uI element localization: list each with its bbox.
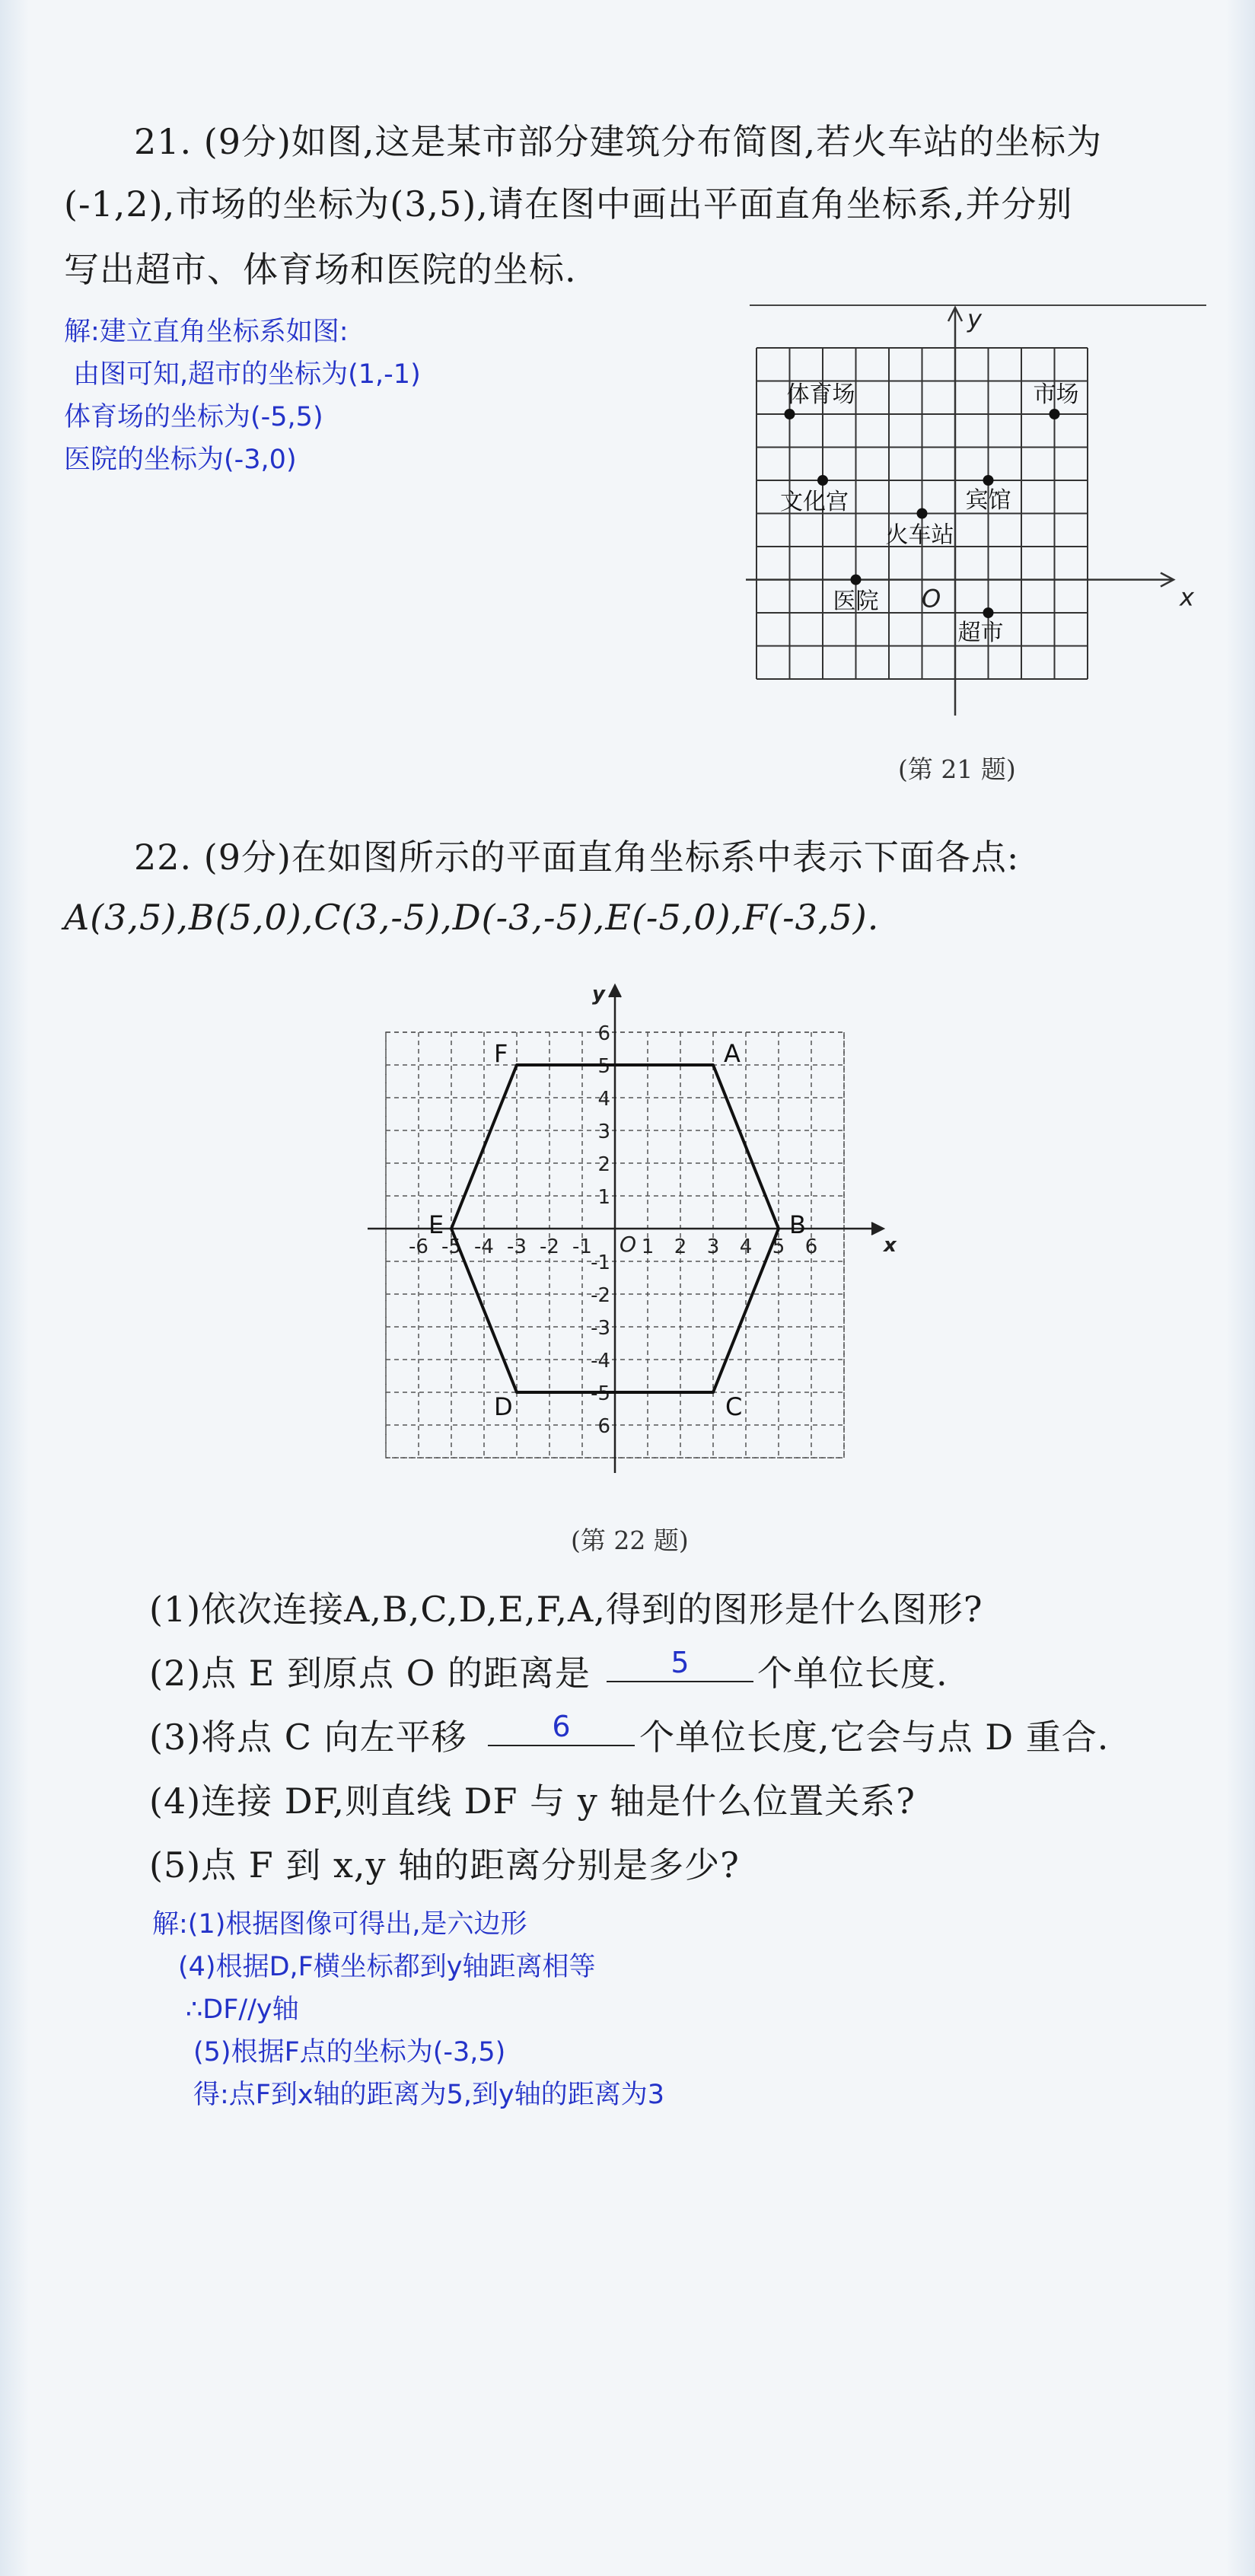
map-place-point xyxy=(817,475,828,486)
graph-point-label: B xyxy=(789,1210,806,1239)
map-place-point xyxy=(983,607,994,618)
q22-sub-3-blank xyxy=(488,1710,635,1746)
graph-y-tick-label: -3 xyxy=(591,1317,610,1340)
graph-y-tick-label: 1 xyxy=(597,1186,610,1209)
map-place-point xyxy=(917,509,928,519)
q22-sub-2-blank xyxy=(607,1646,753,1682)
q21-caption: (第 21 题) xyxy=(898,754,1016,784)
q21-map-figure xyxy=(746,304,1218,738)
map-place-label: 文化宫 xyxy=(780,489,849,515)
graph-y-tick-label: -2 xyxy=(591,1284,610,1307)
map-x-axis-label: x xyxy=(1180,582,1194,612)
map-origin-label: O xyxy=(922,584,941,614)
map-place-label: 超市 xyxy=(957,620,1004,646)
graph-x-tick-label: -5 xyxy=(441,1235,461,1258)
q22-sub-2-before: (2)点 E 到原点 O 的距离是 xyxy=(149,1653,591,1694)
q22-sub-3-after: 个单位长度,它会与点 D 重合. xyxy=(639,1717,1110,1758)
graph-x-tick-label: -1 xyxy=(572,1235,592,1258)
map-place-point xyxy=(1050,409,1060,419)
graph-x-axis-label: x xyxy=(884,1234,897,1257)
graph-y-tick-label: 4 xyxy=(597,1088,610,1111)
q21-answer-line-4: 医院的坐标为(-3,0) xyxy=(64,445,297,475)
graph-y-arrow xyxy=(609,985,621,997)
map-place-label: 火车站 xyxy=(885,521,954,549)
graph-x-tick-label: -6 xyxy=(409,1235,428,1258)
graph-x-tick-label: -4 xyxy=(474,1235,494,1258)
q22-sub-3-before: (3)将点 C 向左平移 xyxy=(149,1717,467,1758)
graph-y-tick-label: 3 xyxy=(597,1121,610,1143)
q21-answer-line-2: 由图可知,超市的坐标为(1,-1) xyxy=(73,359,421,390)
graph-y-tick-label: -1 xyxy=(591,1251,610,1274)
map-place-label: 宾馆 xyxy=(965,487,1011,514)
map-place-point xyxy=(785,409,795,419)
q22-answer-line-1: 解:(1)根据图像可得出,是六边形 xyxy=(152,1909,527,1940)
page-edge-left xyxy=(0,0,29,2576)
q22-sub-2-answer: 5 xyxy=(671,1646,690,1679)
graph-x-tick-label: 3 xyxy=(706,1235,720,1258)
map-y-axis-label: y xyxy=(967,304,982,333)
graph-y-tick-label: -5 xyxy=(591,1382,610,1405)
q22-line-1: 22. (9分)在如图所示的平面直角坐标系中表示下面各点: xyxy=(134,837,1020,878)
graph-y-tick-label: 6 xyxy=(597,1415,610,1438)
graph-point-label: C xyxy=(725,1392,743,1421)
map-place-label: 市场 xyxy=(1033,381,1079,408)
q21-answer-line-3: 体育场的坐标为(-5,5) xyxy=(64,402,323,432)
graph-x-arrow xyxy=(871,1223,884,1235)
q21-answer-line-1: 解:建立直角坐标系如图: xyxy=(64,317,349,347)
q22-sub-5: (5)点 F 到 x,y 轴的距离分别是多少? xyxy=(149,1844,740,1886)
graph-x-tick-label: 5 xyxy=(772,1235,785,1258)
graph-x-tick-label: 1 xyxy=(641,1235,655,1258)
q22-answer-line-3: ∴DF//y轴 xyxy=(186,1994,299,2025)
graph-origin-label: O xyxy=(620,1232,637,1257)
q22-answer-line-4: (5)根据F点的坐标为(-3,5) xyxy=(193,2037,506,2067)
graph-point-label: E xyxy=(428,1210,444,1239)
q21-line-2: (-1,2),市场的坐标为(3,5),请在图中画出平面直角坐标系,并分别 xyxy=(64,183,1073,225)
q22-caption: (第 22 题) xyxy=(571,1526,689,1555)
q21-line-1: 21. (9分)如图,这是某市部分建筑分布简图,若火车站的坐标为 xyxy=(134,121,1103,162)
graph-point-label: F xyxy=(494,1039,508,1068)
map-place-label: 医院 xyxy=(833,588,879,615)
graph-y-tick-label: -4 xyxy=(591,1350,610,1372)
graph-x-tick-label: 4 xyxy=(739,1235,753,1258)
q22-sub-3-answer: 6 xyxy=(552,1710,571,1743)
graph-x-tick-label: 2 xyxy=(674,1235,687,1258)
graph-point-label: A xyxy=(724,1039,741,1068)
map-place-point xyxy=(983,475,994,486)
q22-sub-1: (1)依次连接A,B,C,D,E,F,A,得到的图形是什么图形? xyxy=(149,1589,983,1630)
map-place-point xyxy=(851,575,862,585)
q21-line-3: 写出超市、体育场和医院的坐标. xyxy=(64,249,577,290)
q22-sub-2-after: 个单位长度. xyxy=(757,1653,948,1694)
graph-point-label: D xyxy=(494,1392,513,1421)
q22-sub-4: (4)连接 DF,则直线 DF 与 y 轴是什么位置关系? xyxy=(149,1781,916,1822)
graph-y-axis-label: y xyxy=(592,983,605,1006)
graph-y-tick-label: 2 xyxy=(597,1153,610,1176)
graph-y-tick-label: 6 xyxy=(597,1022,610,1045)
page-edge-right xyxy=(1226,0,1255,2576)
graph-y-tick-label: 5 xyxy=(597,1055,610,1078)
map-place-label: 体育场 xyxy=(786,381,855,408)
q22-answer-line-2: (4)根据D,F横坐标都到y轴距离相等 xyxy=(178,1952,596,1982)
graph-x-tick-label: 6 xyxy=(804,1235,818,1258)
q22-answer-line-5: 得:点F到x轴的距离为5,到y轴的距离为3 xyxy=(193,2080,665,2110)
graph-x-tick-label: -3 xyxy=(507,1235,527,1258)
q22-line-2: A(3,5),B(5,0),C(3,-5),D(-3,-5),E(-5,0),F(-3,5). xyxy=(64,897,880,938)
graph-x-tick-label: -2 xyxy=(540,1235,559,1258)
q22-graph-figure xyxy=(350,952,898,1484)
